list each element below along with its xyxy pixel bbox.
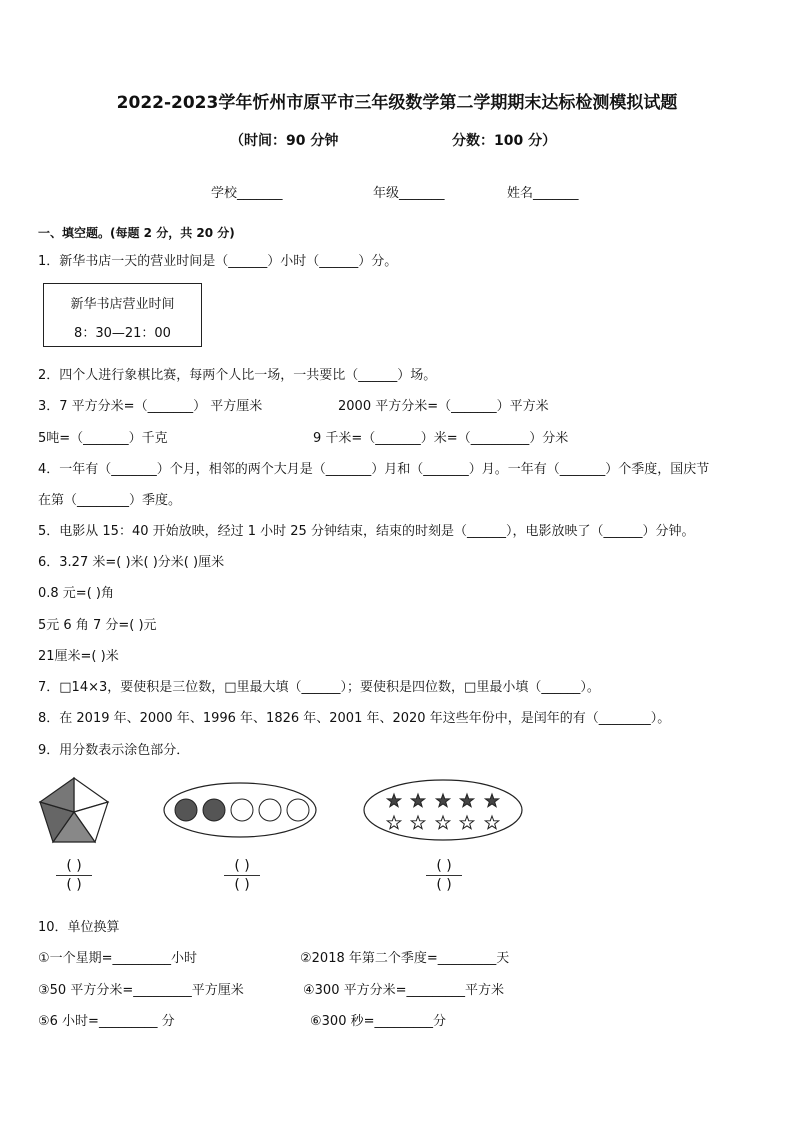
question-6b: 0.8 元=( )角 xyxy=(38,586,114,601)
question-4b: 在第（________）季度。 xyxy=(38,493,182,508)
question-7: 7．□14×3，要使积是三位数，□里最大填（______）；要使积是四位数，□里最小填（______）。 xyxy=(38,680,600,695)
question-3d: 9 千米=（_______）米=（_________）分米 xyxy=(313,431,569,446)
question-10-1: ①一个星期=_________小时 xyxy=(38,951,198,966)
question-10-5: ⑤6 小时=_________ 分 xyxy=(38,1014,175,1029)
name-field[interactable]: 姓名_______ xyxy=(507,186,579,201)
numerator-blank: ( ) xyxy=(66,858,82,874)
numerator-blank: ( ) xyxy=(436,858,452,874)
circle-empty-1 xyxy=(231,799,253,821)
question-4a: 4．一年有（_______）个月，相邻的两个大月是（_______）月和（_______）月。一年有（_______）个季度，国庆节 xyxy=(38,462,710,477)
grade-field[interactable]: 年级_______ xyxy=(373,186,445,201)
star-empty-3 xyxy=(436,816,449,829)
section-heading: 一、填空题。(每题 2 分，共 20 分) xyxy=(38,226,235,240)
fraction-bar xyxy=(56,875,92,876)
page-title: 2022-2023学年忻州市原平市三年级数学第二学期期末达标检测模拟试题 xyxy=(116,93,678,113)
denominator-blank: ( ) xyxy=(234,877,250,893)
score-label: 分数：100 分） xyxy=(452,133,557,149)
school-field[interactable]: 学校_______ xyxy=(211,186,283,201)
question-3c: 5吨=（_______）千克 xyxy=(38,431,168,446)
star-filled-5 xyxy=(485,794,498,807)
question-1: 1．新华书店一天的营业时间是（______）小时（______）分。 xyxy=(38,254,398,269)
question-3a: 3．7 平方分米=（_______） 平方厘米 xyxy=(38,399,263,414)
star-filled-4 xyxy=(460,794,473,807)
circle-empty-2 xyxy=(259,799,281,821)
question-6c: 5元 6 角 7 分=( )元 xyxy=(38,618,157,633)
denominator-blank: ( ) xyxy=(66,877,82,893)
fraction-answer-1[interactable] xyxy=(52,858,96,893)
question-9: 9．用分数表示涂色部分． xyxy=(38,743,190,758)
circle-empty-3 xyxy=(287,799,309,821)
circle-filled-2 xyxy=(203,799,225,821)
star-empty-1 xyxy=(387,816,400,829)
star-empty-4 xyxy=(460,816,473,829)
circles-figure xyxy=(162,780,322,840)
business-hours-box xyxy=(43,283,202,347)
star-empty-2 xyxy=(411,816,424,829)
question-8: 8．在 2019 年、2000 年、1996 年、1826 年、2001 年、2020 年这些年份中，是闰年的有（________）。 xyxy=(38,711,671,726)
question-10-2: ②2018 年第二个季度=_________天 xyxy=(300,951,510,966)
star-filled-3 xyxy=(436,794,449,807)
star-filled-1 xyxy=(387,794,400,807)
circle-filled-1 xyxy=(175,799,197,821)
question-3b: 2000 平方分米=（_______）平方米 xyxy=(338,399,549,414)
question-2: 2．四个人进行象棋比赛，每两个人比一场，一共要比（______）场。 xyxy=(38,368,437,383)
fraction-answer-3[interactable] xyxy=(422,858,466,893)
time-label: （时间：90 分钟 xyxy=(230,133,339,149)
question-10: 10．单位换算 xyxy=(38,920,120,935)
question-5: 5．电影从 15：40 开始放映，经过 1 小时 25 分钟结束，结束的时刻是（______），电影放映了（______）分钟。 xyxy=(38,524,695,539)
denominator-blank: ( ) xyxy=(436,877,452,893)
question-6a: 6．3.27 米=( )米( )分米( )厘米 xyxy=(38,555,225,570)
fraction-bar xyxy=(426,875,462,876)
question-6d: 21厘米=( )米 xyxy=(38,649,119,664)
question-10-6: ⑥300 秒=_________分 xyxy=(310,1014,446,1029)
pentagon-figure xyxy=(38,775,118,845)
box-title: 新华书店营业时间 xyxy=(70,297,175,312)
stars-ellipse xyxy=(364,780,522,840)
star-empty-5 xyxy=(485,816,498,829)
numerator-blank: ( ) xyxy=(234,858,250,874)
stars-figure xyxy=(362,777,526,843)
fraction-answer-2[interactable] xyxy=(220,858,264,893)
fraction-bar xyxy=(224,875,260,876)
box-hours: 8：30—21：00 xyxy=(74,326,171,341)
star-filled-2 xyxy=(411,794,424,807)
question-10-3: ③50 平方分米=_________平方厘米 xyxy=(38,983,244,998)
question-10-4: ④300 平方分米=_________平方米 xyxy=(303,983,504,998)
